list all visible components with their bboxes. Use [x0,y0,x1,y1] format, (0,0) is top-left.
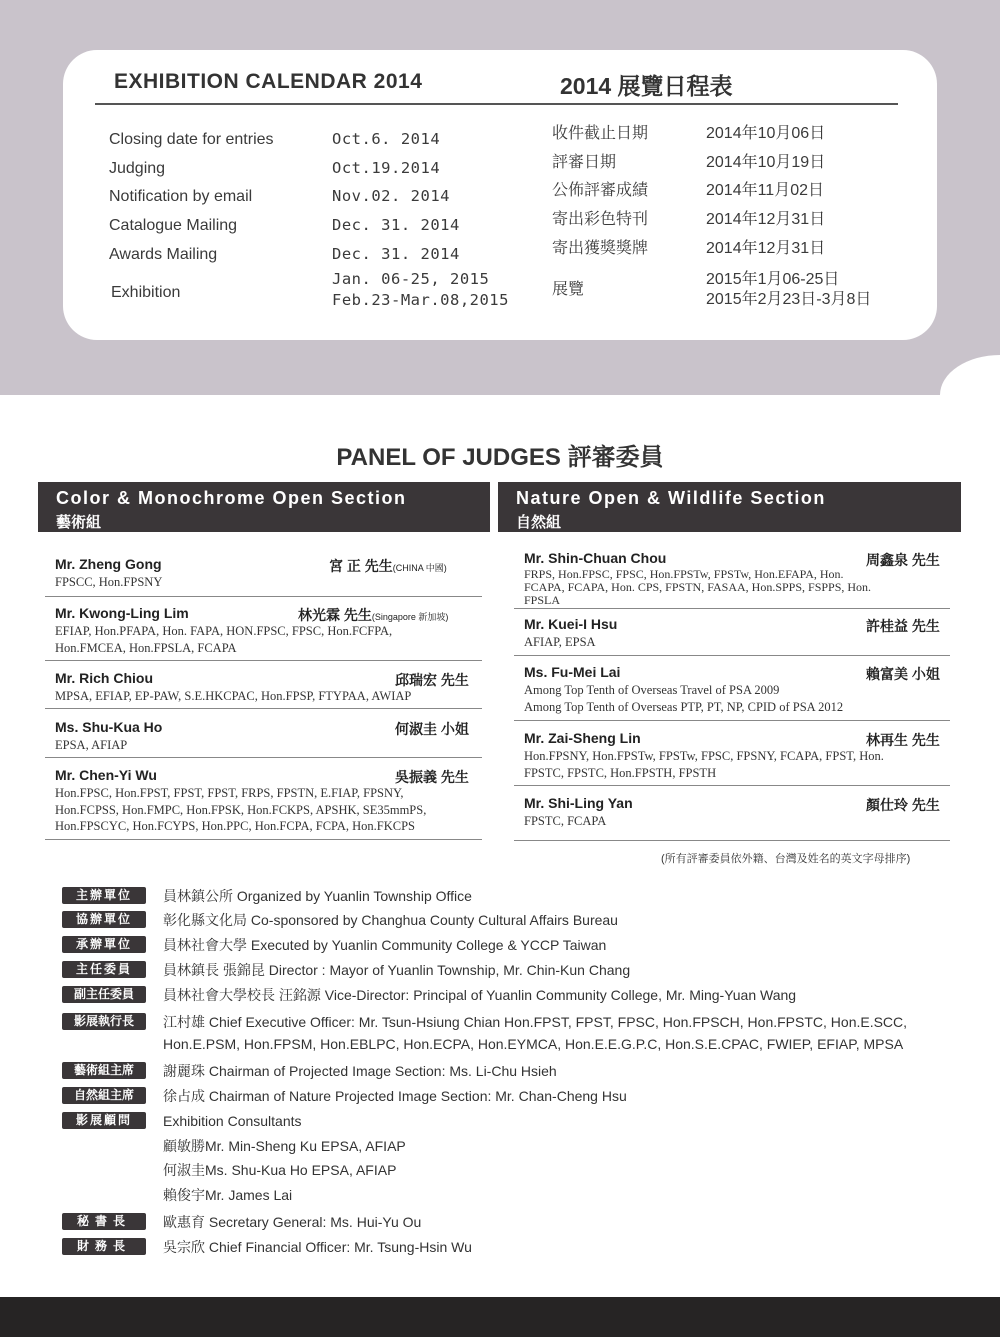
judge-zh-name: 周鑫泉 先生 [866,552,940,568]
organizer-text: 何淑圭Ms. Shu-Kua Ho EPSA, AFIAP [163,1162,397,1178]
judge-zh-name: 林再生 先生 [866,732,940,748]
judge-titles: FPSCC, Hon.FPSNY [55,575,163,589]
sorting-note: (所有評審委員依外籍、台灣及姓名的英文字母排序) [661,853,911,865]
judge-name: Mr. Zheng Gong [55,556,162,572]
section-title-zh: 自然組 [516,514,562,531]
judge-titles: EFIAP, Hon.PFAPA, Hon. FAPA, HON.FPSC, FPSC, Hon.FCFPA, Hon.FMCEA, Hon.FPSLA, FCAPA [55,624,393,655]
footer-bar [0,1297,1000,1337]
role-badge: 秘書長 [62,1213,146,1230]
calendar-label-zh: 公佈評審成績 [552,182,649,199]
organizer-text: 賴俊宇Mr. James Lai [163,1187,293,1203]
divider [45,757,482,758]
calendar-label-en: Judging [109,160,166,177]
judge-name: Mr. Shi-Ling Yan [524,795,633,811]
calendar-date-zh: 2015年2月23日-3月8日 [706,291,872,308]
organizer-text: 歐惠育 Secretary General: Ms. Hui-Yu Ou [163,1214,422,1230]
calendar-label-zh: 寄出獲獎獎牌 [552,240,649,257]
divider [514,608,950,609]
organizer-text: 顧敏勝Mr. Min-Sheng Ku EPSA, AFIAP [163,1138,406,1154]
organizer-text: 員林社會大學校長 汪銘源 Vice-Director: Principal of Yuanlin Community College, Mr. Ming-Yuan Wang [163,987,797,1003]
section-header-art [38,482,490,532]
judge-zh-name: 邱瑞宏 先生 [395,672,469,688]
calendar-date-en: Feb.23-Mar.08,2015 [332,291,509,309]
judge-titles: FRPS, Hon.FPSC, FPSC, Hon.FPSTw, FPSTw, Hon.EFAPA, Hon. FCAPA, FCAPA, Hon. CPS, FPSTN, FASAA, Hon.SPPS, FSPPS, Hon. FPSLA [524,567,872,607]
divider [45,660,482,661]
calendar-label-en: Catalogue Mailing [109,217,238,234]
judge-name: Mr. Kuei-I Hsu [524,616,618,632]
calendar-label-zh: 評審日期 [552,154,617,171]
role-badge: 影展顧問 [62,1112,146,1129]
role-badge: 承辦單位 [62,936,146,953]
calendar-label-en: Notification by email [109,188,253,205]
calendar-date-en: Oct.19.2014 [332,159,441,177]
role-badge: 協辦單位 [62,911,146,928]
calendar-date-zh: 2014年12月31日 [706,240,826,257]
calendar-date-zh: 2014年11月02日 [706,182,825,199]
calendar-date-zh: 2014年10月06日 [706,125,826,142]
judge-titles: AFIAP, EPSA [524,635,596,649]
judge-zh-name: 許桂益 先生 [866,618,940,634]
calendar-label-en: Closing date for entries [109,131,274,148]
role-badge: 副主任委員 [62,986,146,1003]
calendar-date-en: Nov.02. 2014 [332,187,450,205]
divider [514,785,950,786]
calendar-label-en: Exhibition [111,284,181,301]
calendar-date-en: Dec. 31. 2014 [332,245,460,263]
judge-name: Mr. Chen-Yi Wu [55,767,157,783]
judge-zh-name: 吳振義 先生 [395,769,469,785]
organizer-text: 員林鎮公所 Organized by Yuanlin Township Office [163,888,472,904]
calendar-divider [95,103,898,105]
judge-name: Ms. Shu-Kua Ho [55,719,163,735]
calendar-title-zh: 2014 展覽日程表 [560,73,733,99]
judge-zh-name: 宮 正 先生(CHINA 中國) [329,558,447,574]
judge-titles: Hon.FPSNY, Hon.FPSTw, FPSTw, FPSC, FPSNY, FCAPA, FPST, Hon. FPSTC, FPSTC, Hon.FPSTH, FPSTH [524,749,884,780]
calendar-date-en: Jan. 06-25, 2015 [332,270,490,288]
divider [45,839,482,840]
judge-titles: Among Top Tenth of Overseas Travel of PSA 2009 Among Top Tenth of Overseas PTP, PT, NP, CPID of PSA 2012 [524,683,844,714]
divider [514,720,950,721]
judge-name: Mr. Shin-Chuan Chou [524,550,667,566]
divider [45,708,482,709]
calendar-title-en: EXHIBITION CALENDAR 2014 [114,70,423,93]
role-badge: 自然組主席 [62,1087,146,1104]
divider [514,840,950,841]
calendar-date-zh: 2014年12月31日 [706,211,826,228]
organizer-text: 徐占成 Chairman of Nature Projected Image Section: Mr. Chan-Cheng Hsu [163,1088,627,1104]
organizer-text: 員林鎮長 張錦昆 Director : Mayor of Yuanlin Township, Mr. Chin-Kun Chang [163,962,631,978]
role-badge: 主辦單位 [62,887,146,904]
judge-name: Mr. Kwong-Ling Lim [55,605,189,621]
judge-titles: Hon.FPSC, Hon.FPST, FPST, FPST, FRPS, FPSTN, E.FIAP, FPSNY, Hon.FCPSS, Hon.FMPC, Hon.FPSK, Hon.FCKPS, APSHK, SE35mmPS, Hon.FPSCYC, Hon.FCYPS, Hon.PPC, Hon.FCPA, FCPA, Hon.FKCPS [55,786,427,833]
divider [514,655,950,656]
organizer-text: 江村雄 Chief Executive Officer: Mr. Tsun-Hsiung Chian Hon.FPST, FPST, FPSC, Hon.FPSCH, Hon.FPSTC, Hon.E.SCC, [163,1014,908,1030]
divider [45,596,482,597]
calendar-date-zh: 2015年1月06-25日 [706,271,840,288]
calendar-date-en: Dec. 31. 2014 [332,216,460,234]
organizer-text: 彰化縣文化局 Co-sponsored by Changhua County Cultural Affairs Bureau [163,912,618,928]
judge-titles: FPSTC, FCAPA [524,814,607,828]
judge-zh-name: 何淑圭 小姐 [395,721,469,737]
calendar-label-zh: 展覽 [552,281,585,298]
organizer-text: 員林社會大學 Executed by Yuanlin Community College & YCCP Taiwan [163,937,607,953]
judge-titles: MPSA, EFIAP, EP-PAW, S.E.HKCPAC, Hon.FPSP, FTYPAA, AWIAP [55,689,412,703]
calendar-label-en: Awards Mailing [109,246,218,263]
band-curve [940,355,1000,395]
judge-name: Mr. Rich Chiou [55,670,153,686]
section-title-en: Color & Monochrome Open Section [56,488,407,508]
section-title-en: Nature Open & Wildlife Section [516,488,826,508]
organizer-text: Exhibition Consultants [163,1113,302,1129]
calendar-date-zh: 2014年10月19日 [706,154,826,171]
judge-name: Mr. Zai-Sheng Lin [524,730,641,746]
judge-name: Ms. Fu-Mei Lai [524,664,621,680]
judge-titles: EPSA, AFIAP [55,738,128,752]
organizer-text: 吳宗欣 Chief Financial Officer: Mr. Tsung-Hsin Wu [163,1239,472,1255]
calendar-date-en: Oct.6. 2014 [332,130,441,148]
organizer-text: 謝麗珠 Chairman of Projected Image Section: Ms. Li-Chu Hsieh [163,1063,557,1079]
organizer-text: Hon.E.PSM, Hon.FPSM, Hon.EBLPC, Hon.ECPA, Hon.EYMCA, Hon.E.E.G.P.C, Hon.S.E.CPAC, FWIEP, EFIAP, MPSA [163,1036,904,1052]
panel-title: PANEL OF JUDGES 評審委員 [336,444,664,471]
role-badge: 財務長 [62,1238,146,1255]
judge-zh-name: 林光霖 先生(Singapore 新加坡) [298,607,449,623]
role-badge: 主任委員 [62,961,146,978]
role-badge: 藝術組主席 [62,1062,146,1079]
calendar-label-zh: 收件截止日期 [552,125,649,142]
role-badge: 影展執行長 [62,1013,146,1030]
calendar-label-zh: 寄出彩色特刊 [552,211,649,228]
judge-zh-name: 顏仕玲 先生 [866,797,940,813]
judge-zh-name: 賴富美 小姐 [866,666,940,682]
section-header-nature [498,482,961,532]
section-title-zh: 藝術組 [56,514,102,531]
